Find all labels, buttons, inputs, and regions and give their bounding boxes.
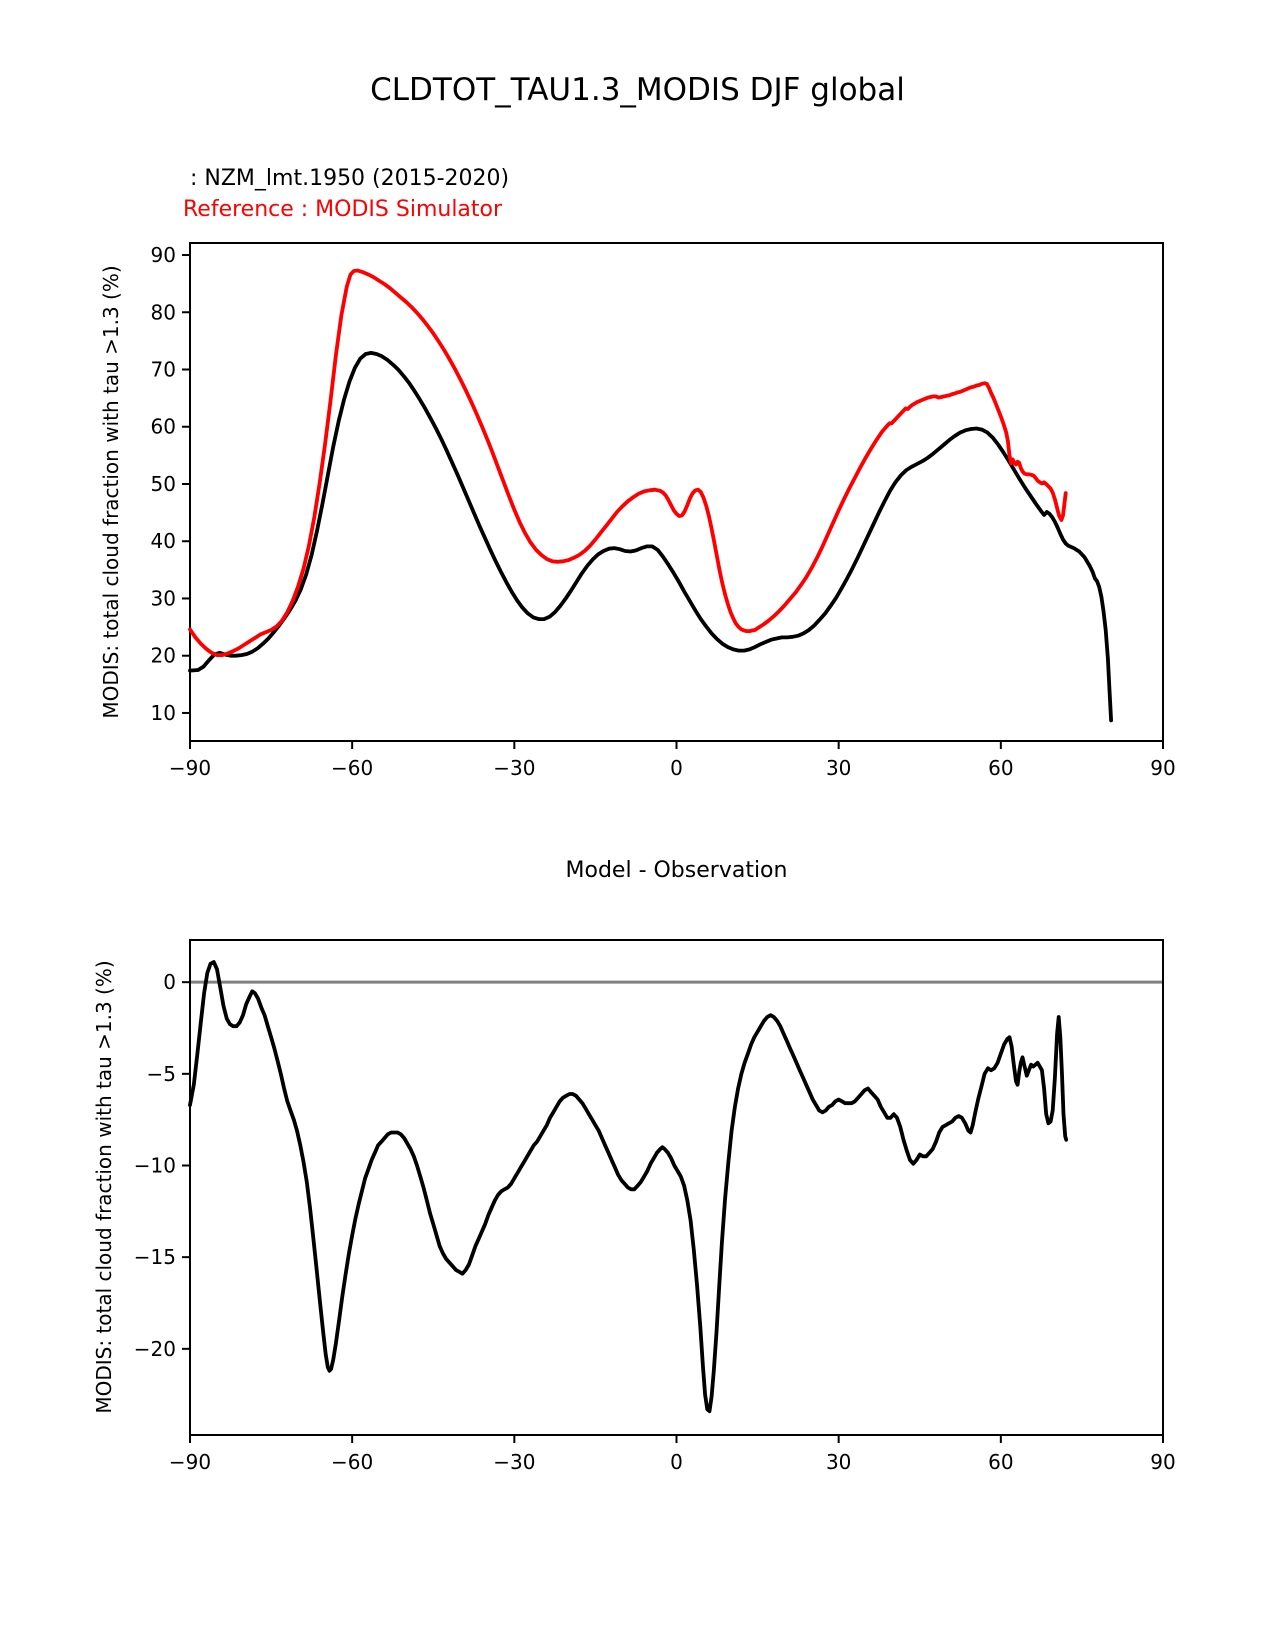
x-tick-label: 30: [825, 756, 852, 780]
y-tick-label: 50: [150, 471, 176, 496]
y-tick-label: 20: [150, 643, 176, 668]
y-tick-label: 70: [150, 357, 176, 382]
x-tick-label: 60: [988, 1450, 1014, 1474]
y-tick-label: −20: [133, 1336, 176, 1361]
x-tick-label: −60: [331, 1450, 374, 1474]
y-tick-label: −10: [133, 1153, 176, 1178]
x-tick-label: 90: [1150, 756, 1176, 780]
x-tick-label: −90: [168, 756, 212, 780]
bottom-chart-title: Model - Observation: [565, 858, 788, 883]
top-chart-y-axis-label: MODIS: total cloud fraction with tau >1.3 (%): [99, 265, 123, 719]
y-tick-label: 10: [150, 700, 176, 725]
axes-frame: [190, 940, 1163, 1435]
y-tick-label: −5: [146, 1061, 176, 1086]
y-tick-label: 30: [150, 586, 176, 611]
y-tick-label: −15: [133, 1245, 176, 1270]
axes-frame: [190, 243, 1163, 741]
y-tick-label: 80: [150, 300, 176, 325]
x-tick-label: 60: [988, 756, 1014, 780]
x-tick-label: 0: [670, 756, 683, 780]
x-tick-label: 30: [825, 1450, 852, 1474]
y-tick-label: 0: [163, 970, 176, 995]
x-tick-label: −90: [168, 1450, 212, 1474]
legend-entry-reference: Reference : MODIS Simulator: [183, 197, 503, 222]
x-tick-label: −60: [331, 756, 374, 780]
x-tick-label: 0: [670, 1450, 683, 1474]
y-tick-label: 60: [150, 414, 176, 439]
legend-entry-model: : NZM_lmt.1950 (2015-2020): [183, 166, 510, 191]
y-tick-label: 40: [150, 529, 176, 554]
reference-line: [190, 271, 1066, 656]
x-tick-label: 90: [1150, 1450, 1176, 1474]
x-tick-label: −30: [493, 1450, 536, 1474]
page-title: CLDTOT_TAU1.3_MODIS DJF global: [370, 72, 905, 108]
bottom-chart-y-axis-label: MODIS: total cloud fraction with tau >1.3 (%): [92, 960, 116, 1414]
difference-line: [190, 962, 1066, 1411]
y-tick-label: 90: [150, 243, 176, 268]
x-tick-label: −30: [493, 756, 536, 780]
